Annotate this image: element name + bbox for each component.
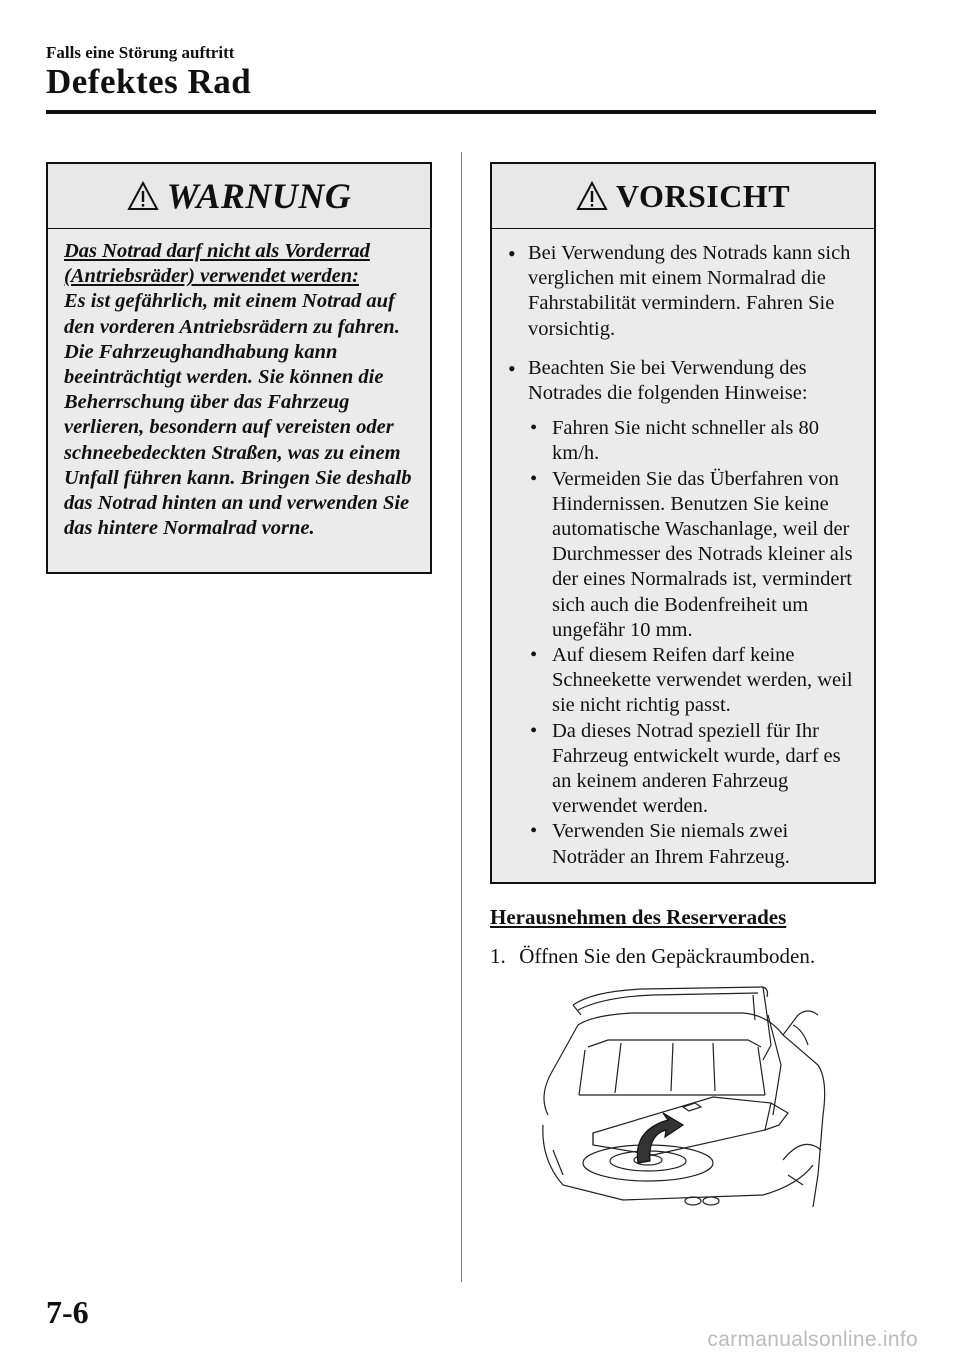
caution-sub-item-text: Verwenden Sie niemals zwei Noträder an Ihrem Fahrzeug. xyxy=(552,820,790,868)
caution-header xyxy=(492,164,874,229)
warning-header xyxy=(48,164,430,229)
caution-bullet: • Bei Verwendung des Notrads kann sich verglichen mit einem Normalrad die Fahrstabilität vermindern. Fahren Sie vorsichtig. xyxy=(506,241,864,342)
step-number: 1. xyxy=(490,944,506,968)
warning-triangle-icon xyxy=(127,181,159,211)
step-1 xyxy=(490,944,815,969)
caution-sub-item-text: Auf diesem Reifen darf keine Schneekette verwendet werden, weil sie nicht richtig passt. xyxy=(552,644,853,717)
section-label: Falls eine Störung auftritt xyxy=(46,43,235,62)
caution-sub-item: • Da dieses Notrad speziell für Ihr Fahrzeug entwickelt wurde, darf es an keinem anderen Fahrzeug verwendet werden. xyxy=(530,719,841,818)
warning-body: Es ist gefährlich, mit einem Notrad auf den vorderen Antriebsrädern zu fahren. Die Fahrzeughandhabung kann beeinträchtigt werden. Sie können die Beherrschung über das Fahrzeug verlieren, besondern auf vereisten oder schneebedeckten Straßen, was zu einem Unfall führen kann. Bringen Sie deshalb das Notrad hinten an und verwenden Sie das hintere Normalrad vorne. xyxy=(64,290,412,540)
caution-bullet: • Beachten Sie bei Verwendung des Notrades die folgenden Hinweise: xyxy=(506,356,864,406)
step-text: Öffnen Sie den Gepäckraumboden. xyxy=(519,944,816,968)
caution-sub-item-text: Fahren Sie nicht schneller als 80 km/h. xyxy=(552,417,820,465)
warning-lead-line-1: Das Notrad darf nicht als Vorderrad xyxy=(64,240,370,262)
caution-box xyxy=(490,162,876,884)
caution-sub-item: • Verwenden Sie niemals zwei Noträder an Ihrem Fahrzeug. xyxy=(530,820,790,868)
caution-sub-item-text: Da dieses Notrad speziell für Ihr Fahrzeug entwickelt wurde, darf es an keinem anderen Fahrzeug verwendet werden. xyxy=(552,719,841,818)
page-number: 7-6 xyxy=(46,1294,89,1330)
caution-sub-item: • Vermeiden Sie das Überfahren von Hindernissen. Benutzen Sie keine automatische Waschanlage, weil der Durchmesser des Notrads kleiner als der eines Normalrads ist, vermindert sich auch die Bodenfreiheit um ungefähr 10 mm. xyxy=(530,467,853,641)
page-title: Defektes Rad xyxy=(46,62,252,101)
caution-title: VORSICHT xyxy=(615,177,791,214)
section-heading: Herausnehmen des Reserverades xyxy=(490,905,787,929)
caution-sub-item: • Auf diesem Reifen darf keine Schneekette verwendet werden, weil sie nicht richtig passt. xyxy=(530,644,853,717)
warning-triangle-icon xyxy=(576,181,608,211)
warning-lead-line-2: (Antriebsräder) verwendet werden: xyxy=(64,265,359,288)
watermark: carmanualsonline.info xyxy=(707,1328,918,1351)
column-divider xyxy=(461,152,462,1282)
caution-sub-item: • Fahren Sie nicht schneller als 80 km/h. xyxy=(530,417,820,465)
warning-title: WARNUNG xyxy=(166,176,352,216)
cargo-area-illustration xyxy=(533,985,828,1210)
caution-text xyxy=(492,229,874,870)
caution-sub-item-text: Vermeiden Sie das Überfahren von Hindernissen. Benutzen Sie keine automatische Waschanlage, weil der Durchmesser des Notrads kleiner als der eines Normalrads ist, vermindert sich auch die Bodenfreiheit um ungefähr 10 mm. xyxy=(552,467,853,641)
header-divider xyxy=(46,110,876,114)
warning-box xyxy=(46,162,432,574)
warning-text xyxy=(48,229,430,541)
